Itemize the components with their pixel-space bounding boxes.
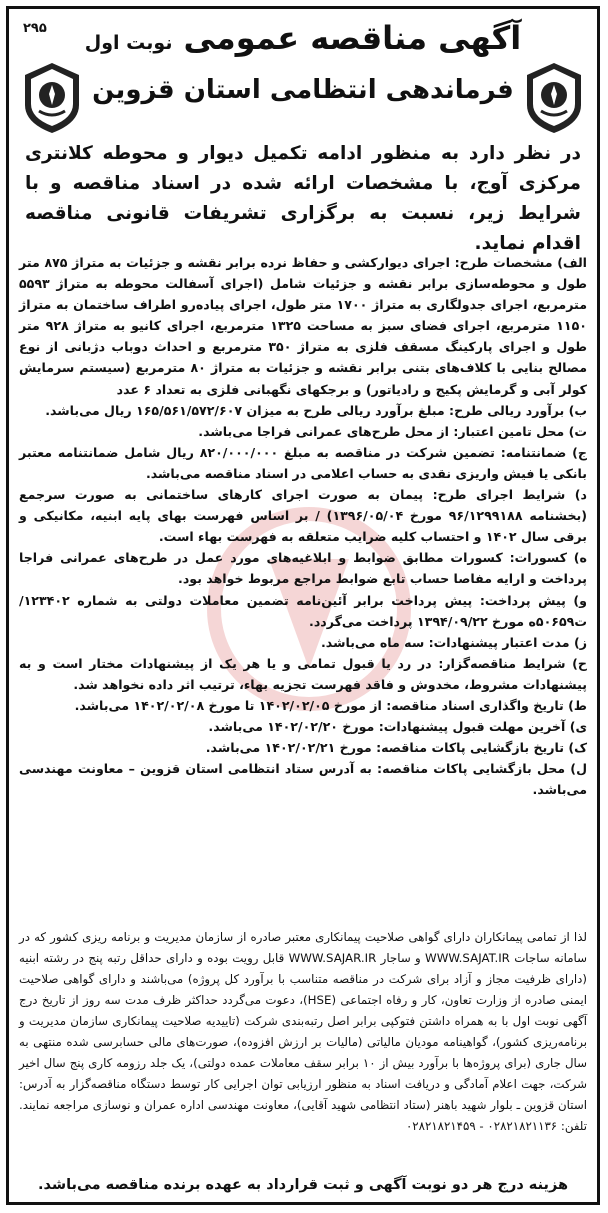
- title-round: نوبت اول: [84, 32, 173, 54]
- intro-paragraph: در نظر دارد به منظور ادامه تکمیل دیوار و محوطه کلانتری مرکزی آوج، با مشخصات ارائه شده در اسناد مناقصه و با شرایط زیر، نسبت به برگزاری تشریفات قانونی مناقصه اقدام نماید.: [25, 143, 581, 254]
- list-item: ک) تاریخ بازگشایی پاکات مناقصه: مورخ ۱۴۰۲/۰۲/۲۱ می‌باشد.: [205, 740, 587, 756]
- list-item: ل) محل بازگشایی پاکات مناقصه: به آدرس ستاد انتظامی استان قزوین – معاونت مهندسی می‌باشد.: [19, 761, 587, 798]
- list-item: ت) محل تامین اعتبار: از محل طرح‌های عمرانی فراجا می‌باشد.: [198, 423, 587, 439]
- ad-title: [9, 19, 597, 57]
- list-item: و) پیش پرداخت: پیش پرداخت برابر آئین‌نامه تضمین معاملات دولتی به شماره ۱۲۳۴۰۲/ت۵۰۶۵۹ه مورخ ۱۳۹۴/۰۹/۲۲ پرداخت می‌گردد.: [19, 592, 587, 629]
- list-item: ه) کسورات: کسورات مطابق ضوابط و ابلاغیه‌های مورد عمل در طرح‌های عمرانی فراجا پرداخت و ارایه مفاصا حساب تابع ضوابط مراجع مربوط خواهد بود.: [19, 550, 587, 587]
- list-item: د) شرایط اجرای طرح: پیمان به صورت اجرای کارهای ساختمانی به صورت سرجمع (بخشنامه ۹۶/۱۲۹۹۱۸۸ مورخ ۱۳۹۶/۰۵/۰۴) / بر اساس فهرست بهای پایه ابنیه، مکانیکی و برقی سال ۱۴۰۲ و احتساب کلیه ضرایب متعلقه به فهرست بهاء است.: [19, 487, 587, 545]
- police-emblem-left: [21, 61, 83, 139]
- advertisement-frame: [6, 6, 600, 1205]
- police-emblem-right: [523, 61, 585, 139]
- list-item: ط) تاریخ واگذاری اسناد مناقصه: از مورخ ۱۴۰۲/۰۲/۰۵ تا مورخ ۱۴۰۲/۰۲/۰۸ می‌باشد.: [74, 697, 587, 713]
- police-emblem-icon: [523, 61, 585, 139]
- closing-note: هزینه درج هر دو نوبت آگهی و ثبت قرارداد به عهده برنده مناقصه می‌باشد.: [37, 1177, 569, 1193]
- footer-paragraph: لذا از تمامی پیمانکاران دارای گواهی صلاحیت پیمانکاری معتبر صادره از سازمان مدیریت و برنامه ریزی کشور که در سامانه ساجات WWW.SAJAT.IR و ساجار WWW.SAJAR.IR قابل رویت بوده و دارای حداقل رتبه پنج در رشته ابنیه (دارای ظرفیت مجاز و آزاد برای شرکت در مناقصه متناسب با برآورد کل پروژه) می‌باشند و دارای گواهی صلاحیت ایمنی صادره از وزارت تعاون، کار و رفاه اجتماعی (HSE)، دعوت می‌گردد حداکثر ظرف مدت سه روز از تاریخ درج آگهی نوبت اول با به همراه داشتن فتوکپی برابر اصل رتبه‌بندی شرکت (تاییدیه صلاحیت پیمانکاری سازمان مدیریت و برنامه‌ریزی کشور)، گواهینامه مودیان مالیاتی (مالیات بر ارزش افزوده)، صورت‌های مالی حسابرسی شده منتهی به سال جاری (برای پروژه‌ها با برآورد بیش از ۱۰ برابر سقف معاملات عمده دولتی)، یک جلد رزومه کاری پنج سال اخیر شرکت، جهت اعلام آمادگی و دریافت اسناد به منظور ارزیابی توان اجرایی کار توسط دستگاه مناقصه‌گزار به آدرس: استان قزوین ـ بلوار شهید باهنر (ستاد انتظامی شهید آقایی)، معاونت مهندسی اداره عمران و نوسازی مراجعه نمایند. تلفن: ۰۲۸۲۱۸۲۱۱۳۶ - ۰۲۸۲۱۸۲۱۴۵۹: [19, 930, 588, 1133]
- ad-code: ۲۹۵: [23, 21, 47, 36]
- list-item: ج) ضمانتنامه: تضمین شرکت در مناقصه به مبلغ ۸۲۰/۰۰۰/۰۰۰ ریال شامل ضمانتنامه معتبر بانکی یا فیش واریزی نقدی به حساب اعلامی در اسناد مناقصه می‌باشد.: [19, 444, 587, 481]
- title-main: آگهی مناقصه عمومی: [183, 19, 522, 57]
- list-item: ح) شرایط مناقصه‌گزار: در رد یا قبول تمامی و یا هر یک از پیشنهادات مختار است و به پیشنهادات مشروط، مخدوش و فاقد فهرست تجزیه بهاء، ترتیب اثر داده نخواهد شد.: [19, 655, 587, 692]
- conditions-list: [19, 252, 587, 800]
- organization-name: فرماندهی انتظامی استان قزوین: [92, 75, 514, 105]
- list-item: ی) آخرین مهلت قبول پیشنهادات: مورخ ۱۴۰۲/۰۲/۲۰ می‌باشد.: [208, 719, 587, 735]
- list-item: الف) مشخصات طرح: اجرای دیوارکشی و حفاظ نرده برابر نقشه و جزئیات به متراژ ۸۷۵ متر طول و محوطه‌سازی برابر نقشه و جزئیات شامل (اجرای آسفالت محوطه به متراژ ۵۵۹۳ مترمربع، اجرای جدولگاری به متراژ ۱۷۰۰ متر طول، اجرای پیاده‌رو اطراف ساختمان به متراژ ۱۱۵۰ مترمربع، اجرای فضای سبز به مساحت ۱۳۲۵ مترمربع، اجرای کانیو به متراژ ۹۲۸ متر طول و اجرای پارکینگ مسقف فلزی به متراژ ۳۵۰ مترمربع و احداث دوباب دژبانی از نوع مصالح بنایی با کلاف‌های بتنی برابر نقشه و جزئیات به متراژ ۸۰ مترمربع (سیستم سرمایش کولر آبی و گرمایش پکیج و رادیاتور) و برجکهای نگهبانی فلزی به تعداد ۶ عدد: [19, 255, 588, 397]
- list-item: ب) برآورد ریالی طرح: مبلغ برآورد ریالی طرح به میزان ۱۶۵/۵۶۱/۵۷۲/۶۰۷ ریال می‌باشد.: [45, 402, 587, 418]
- police-emblem-icon: [21, 61, 83, 139]
- list-item: ز) مدت اعتبار پیشنهادات: سه ماه می‌باشد.: [321, 634, 587, 650]
